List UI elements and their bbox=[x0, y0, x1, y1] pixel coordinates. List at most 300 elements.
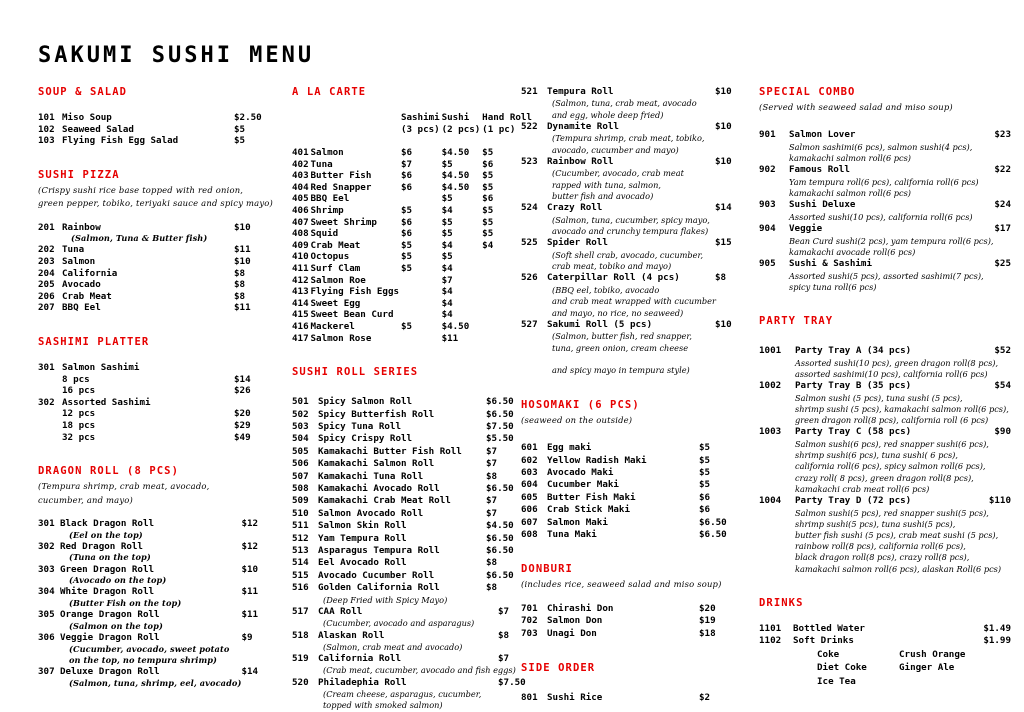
table-row bbox=[292, 251, 532, 263]
list-item bbox=[759, 345, 1011, 380]
item-name: Crab Meat bbox=[310, 239, 361, 251]
table-row bbox=[292, 217, 532, 229]
item-number: 510 bbox=[292, 507, 309, 519]
drink-option: Diet Coke bbox=[817, 662, 867, 674]
price-sushi: $7 bbox=[441, 274, 453, 286]
item-price: $8 bbox=[234, 290, 246, 302]
item-price: $8 bbox=[234, 267, 246, 279]
item-name: Philadephia Roll bbox=[318, 676, 407, 688]
item-price: $7 bbox=[486, 507, 498, 519]
item-price: $8 bbox=[486, 470, 498, 482]
item-number: 201 bbox=[38, 221, 55, 233]
item-description bbox=[521, 354, 749, 365]
price-hand-roll: $6 bbox=[482, 158, 494, 170]
item-number: 902 bbox=[759, 164, 776, 176]
item-description: (Eel on the top) bbox=[68, 529, 143, 540]
drink-option: Ice Tea bbox=[817, 675, 856, 687]
item-description: assorted sashimi(10 pcs), california roll(6 pcs) bbox=[795, 369, 988, 379]
list-item bbox=[292, 471, 532, 483]
table-row bbox=[38, 397, 278, 409]
item-number: 207 bbox=[38, 302, 55, 314]
table-row bbox=[38, 374, 278, 386]
item-name: Sweet Shrimp bbox=[310, 216, 377, 228]
table-row-desc bbox=[38, 644, 278, 655]
price-sashimi bbox=[401, 275, 442, 287]
item-price: $8 bbox=[486, 557, 498, 569]
item-description: black dragon roll(8 pcs), crazy roll(8 pcs), bbox=[795, 552, 970, 563]
item-number: 605 bbox=[521, 491, 538, 503]
item-name: Party Tray A (34 pcs) bbox=[795, 345, 912, 357]
item-description: on the top, no tempura shrimp) bbox=[68, 654, 218, 665]
item-description: (Butter Fish on the top) bbox=[68, 597, 182, 608]
item-price: $8 bbox=[486, 582, 498, 594]
table-row bbox=[292, 286, 532, 298]
item-description: avocado, cucumber and mayo) bbox=[552, 144, 679, 155]
item-price: $6.50 bbox=[486, 482, 514, 494]
list-item bbox=[521, 467, 749, 479]
item-name: BBQ Eel bbox=[310, 193, 350, 205]
price-sushi: $5 bbox=[441, 158, 453, 170]
section-sushi-pizza bbox=[38, 169, 278, 314]
item-description: crab meat, tobiko and mayo) bbox=[552, 261, 672, 272]
item-number: 526 bbox=[521, 272, 538, 284]
dragon-roll-table bbox=[38, 518, 278, 689]
item-name: Unagi Don bbox=[547, 627, 597, 639]
item-name: Spicy Butterfish Roll bbox=[318, 408, 435, 420]
item-name: Orange Dragon Roll bbox=[59, 609, 160, 621]
item-description: shrimp sushi (5 pcs), kamakachi salmon roll(6 pcs), bbox=[795, 404, 1009, 414]
section-heading-sushi-pizza: SUSHI PIZZA bbox=[38, 168, 120, 181]
item-description: kamakachi crab meat roll(6 pcs) bbox=[795, 483, 930, 494]
price-sashimi: $6 bbox=[400, 216, 413, 228]
item-description: crazy roll( 8 pcs), green dragon roll(8 pcs), bbox=[795, 472, 974, 483]
item-price: $18 bbox=[699, 627, 716, 639]
item-price: $9 bbox=[241, 631, 253, 643]
item-number: 527 bbox=[521, 318, 538, 330]
item-number: 1002 bbox=[759, 380, 782, 392]
table-row-desc bbox=[38, 552, 278, 563]
item-price: $52 bbox=[994, 345, 1011, 357]
table-row bbox=[292, 228, 532, 240]
table-row-desc bbox=[38, 575, 278, 586]
hosomaki-list bbox=[521, 442, 749, 541]
table-row-desc bbox=[38, 655, 278, 666]
item-description: tuna, green onion, cream cheese bbox=[552, 342, 689, 353]
item-number: 103 bbox=[38, 135, 55, 147]
item-price: $7.50 bbox=[498, 676, 526, 688]
item-number: 519 bbox=[292, 653, 309, 665]
item-name: Spider Roll bbox=[547, 237, 608, 249]
item-number: 701 bbox=[521, 602, 538, 614]
item-name: 12 pcs bbox=[62, 408, 96, 420]
list-item bbox=[521, 517, 749, 529]
item-price: $8 bbox=[498, 629, 510, 641]
item-description: kamakachi avocade roll(6 pcs) bbox=[789, 247, 916, 257]
item-number: 402 bbox=[292, 158, 309, 170]
item-number: 903 bbox=[759, 199, 776, 211]
list-item bbox=[292, 433, 532, 445]
price-sushi: $11 bbox=[441, 332, 459, 344]
item-description: topped with smoked salmon) bbox=[323, 700, 443, 711]
item-description: and mayo, no rice, no seaweed) bbox=[552, 307, 684, 318]
item-description: and crab meat wrapped with cucumber bbox=[552, 296, 716, 307]
item-description: Yam tempura roll(6 pcs), california roll(6 pcs) bbox=[789, 177, 979, 187]
table-row-desc bbox=[38, 678, 278, 689]
item-name: Sushi Rice bbox=[547, 692, 603, 704]
item-price: $11 bbox=[241, 609, 259, 621]
table-row bbox=[38, 518, 278, 530]
item-price: $22 bbox=[994, 164, 1011, 176]
item-price: $6.50 bbox=[486, 532, 514, 544]
item-name: Bottled Water bbox=[793, 622, 865, 634]
item-number: 525 bbox=[521, 237, 538, 249]
item-price: $5 bbox=[699, 454, 711, 466]
item-price: $6.50 bbox=[486, 396, 514, 408]
list-item bbox=[292, 570, 532, 582]
price-sushi: $4 bbox=[441, 262, 453, 274]
table-header-row bbox=[292, 112, 532, 124]
price-sushi: $4 bbox=[441, 309, 453, 321]
item-name: Green Dragon Roll bbox=[59, 563, 155, 575]
item-price: $10 bbox=[234, 255, 251, 267]
item-number: 405 bbox=[292, 193, 309, 205]
column-header-hand-roll: Hand Roll bbox=[482, 112, 532, 123]
item-price: $6.50 bbox=[699, 516, 727, 528]
item-number: 514 bbox=[292, 557, 309, 569]
drink-option bbox=[899, 675, 969, 689]
item-name: 18 pcs bbox=[62, 419, 96, 431]
item-description: kamakachi salmon roll(6 pcs) bbox=[789, 153, 911, 164]
item-price: $6 bbox=[699, 491, 711, 503]
item-number: 406 bbox=[292, 204, 309, 216]
section-special-combo bbox=[759, 86, 1011, 293]
list-item bbox=[292, 508, 532, 520]
price-sashimi: $5 bbox=[400, 262, 413, 274]
section-note-hosomaki: (seaweed on the outside) bbox=[521, 414, 633, 425]
list-item bbox=[521, 237, 749, 272]
item-number: 417 bbox=[292, 332, 309, 344]
item-number: 505 bbox=[292, 445, 309, 457]
item-price: $54 bbox=[994, 380, 1011, 392]
item-number: 524 bbox=[521, 202, 538, 214]
item-name: Kamakachi Avocado Roll bbox=[318, 482, 440, 494]
table-row bbox=[38, 291, 278, 303]
item-name: Salmon Rose bbox=[310, 332, 372, 344]
section-note-line-2: cucumber, and mayo) bbox=[38, 494, 134, 505]
item-name: Salmon Lover bbox=[789, 129, 856, 141]
price-hand-roll: $5 bbox=[482, 170, 494, 182]
item-number: 601 bbox=[521, 442, 538, 454]
item-number: 901 bbox=[759, 129, 776, 141]
item-name: Kamakachi Butter Fish Roll bbox=[318, 445, 462, 457]
soup-salad-table bbox=[38, 112, 278, 147]
item-number: 1001 bbox=[759, 345, 782, 357]
item-price: $10 bbox=[715, 318, 732, 330]
list-item bbox=[759, 164, 1011, 199]
item-price: $7 bbox=[498, 606, 510, 617]
item-number: 801 bbox=[521, 692, 538, 704]
item-description: Salmon sushi (5 pcs), tuna sushi (5 pcs), bbox=[795, 392, 963, 403]
item-name: Cucumber Maki bbox=[547, 479, 619, 491]
item-price: $23 bbox=[994, 129, 1011, 141]
item-price: $20 bbox=[699, 602, 716, 614]
item-number: 518 bbox=[292, 629, 309, 641]
table-row bbox=[292, 275, 532, 287]
section-a-la-carte bbox=[292, 86, 532, 344]
item-number: 515 bbox=[292, 569, 309, 581]
item-price: $2.50 bbox=[234, 112, 262, 123]
item-price: $5 bbox=[234, 135, 246, 147]
item-price: $17 bbox=[994, 223, 1011, 235]
table-row bbox=[759, 635, 1011, 647]
item-name: Party Tray B (35 pcs) bbox=[795, 380, 912, 392]
a-la-carte-table bbox=[292, 112, 532, 344]
item-price: $110 bbox=[988, 495, 1011, 507]
item-description: (Salmon, tuna, cucumber, spicy mayo, bbox=[552, 214, 710, 225]
table-row bbox=[292, 205, 532, 217]
section-heading-soup-salad: SOUP & SALAD bbox=[38, 86, 128, 98]
section-heading-sashimi-platter: SASHIMI PLATTER bbox=[38, 335, 150, 348]
list-item bbox=[292, 545, 532, 557]
item-number: 504 bbox=[292, 433, 309, 445]
table-row bbox=[38, 609, 278, 621]
item-name: California bbox=[62, 267, 118, 279]
drink-option-row bbox=[759, 675, 1011, 689]
price-sashimi: $6 bbox=[400, 228, 413, 240]
item-name: Alaskan Roll bbox=[318, 629, 385, 641]
item-price: $5 bbox=[234, 123, 246, 135]
item-description: (Cucumber, avocado, sweet potato bbox=[68, 643, 230, 654]
item-description: kamakachi salmon roll(6 pcs) bbox=[789, 188, 911, 199]
item-name: Mackerel bbox=[310, 320, 355, 332]
table-row bbox=[38, 302, 278, 314]
item-number: 204 bbox=[38, 267, 55, 279]
item-price: $2 bbox=[699, 692, 711, 704]
item-number: 1004 bbox=[759, 495, 782, 507]
price-sushi: $5 bbox=[441, 193, 453, 205]
item-name: 8 pcs bbox=[62, 373, 90, 385]
price-sashimi: $5 bbox=[400, 204, 413, 216]
item-number: 513 bbox=[292, 544, 309, 556]
item-price: $12 bbox=[241, 517, 259, 529]
item-name: Sweet Egg bbox=[310, 297, 361, 309]
item-number: 522 bbox=[521, 121, 538, 133]
item-price: $6.50 bbox=[699, 528, 727, 540]
item-description: (Tempura shrimp, crab meat, tobiko, bbox=[552, 133, 705, 144]
item-price: $25 bbox=[994, 258, 1011, 270]
list-item bbox=[292, 421, 532, 433]
sashimi-platter-table bbox=[38, 362, 278, 443]
item-price: $5 bbox=[699, 442, 711, 454]
item-number: 703 bbox=[521, 627, 538, 639]
item-number: 304 bbox=[38, 586, 55, 598]
item-name: Egg maki bbox=[547, 442, 592, 454]
price-sashimi: $7 bbox=[400, 158, 413, 170]
item-number: 404 bbox=[292, 181, 309, 193]
item-name: Party Tray D (72 pcs) bbox=[795, 495, 912, 507]
item-name: Flying Fish Egg Salad bbox=[62, 135, 179, 147]
item-description: Assorted sushi(5 pcs), assorted sashimi(7 pcs), bbox=[789, 270, 984, 281]
table-row bbox=[38, 256, 278, 268]
item-number: 303 bbox=[38, 563, 55, 575]
item-price: $14 bbox=[241, 665, 259, 677]
item-number: 1102 bbox=[759, 635, 782, 647]
item-price: $19 bbox=[699, 615, 716, 627]
sushi-roll-list bbox=[292, 396, 532, 595]
item-name: Sakumi Roll (5 pcs) bbox=[547, 318, 653, 330]
item-number: 401 bbox=[292, 147, 309, 158]
list-item bbox=[521, 272, 749, 318]
drink-option-row bbox=[759, 648, 1011, 662]
section-heading-donburi: DONBURI bbox=[521, 563, 573, 576]
sushi-roll-desc-list bbox=[292, 595, 532, 712]
item-description: rapped with tuna, salmon, bbox=[552, 179, 661, 190]
table-row bbox=[38, 222, 278, 234]
item-price: $24 bbox=[994, 199, 1011, 211]
sushi-pizza-table bbox=[38, 222, 278, 314]
section-dragon-roll bbox=[38, 465, 278, 689]
item-name: Crab Meat bbox=[62, 290, 112, 302]
item-description: (Salmon, tuna, shrimp, eel, avocado) bbox=[68, 677, 242, 688]
item-description: (Soft shell crab, avocado, cucumber, bbox=[552, 249, 704, 260]
item-price: $7 bbox=[486, 495, 498, 507]
item-price: $8 bbox=[715, 272, 727, 284]
list-item bbox=[521, 319, 749, 377]
list-item bbox=[292, 595, 532, 606]
section-heading-drinks: DRINKS bbox=[759, 596, 804, 609]
price-sashimi bbox=[401, 309, 442, 321]
item-number: 604 bbox=[521, 479, 538, 491]
item-name: Avocado bbox=[62, 279, 101, 291]
item-number: 414 bbox=[292, 297, 309, 309]
item-name: Veggie bbox=[789, 223, 823, 235]
price-sushi: $4.50 bbox=[441, 181, 470, 193]
column-subheader-sashimi: (3 pcs) bbox=[400, 124, 440, 135]
item-name: Assorted Sashimi bbox=[62, 396, 151, 408]
section-soup-salad bbox=[38, 86, 278, 147]
item-description: (Tuna on the top) bbox=[68, 552, 151, 563]
item-name: Eel Avocado Roll bbox=[318, 557, 407, 569]
item-number: 702 bbox=[521, 615, 538, 627]
item-number: 516 bbox=[292, 582, 309, 594]
table-row bbox=[38, 632, 278, 644]
table-row bbox=[292, 321, 532, 333]
list-item bbox=[292, 557, 532, 569]
column-subheader-hand-roll: (1 pc) bbox=[482, 124, 516, 135]
item-name: Deluxe Dragon Roll bbox=[59, 665, 160, 677]
item-price: $10 bbox=[234, 221, 251, 233]
item-price: $29 bbox=[234, 419, 251, 431]
price-hand-roll: $5 bbox=[482, 204, 494, 216]
table-row-desc bbox=[38, 530, 278, 541]
item-number: 408 bbox=[292, 228, 309, 240]
list-item bbox=[292, 582, 532, 594]
item-number: 508 bbox=[292, 482, 309, 494]
item-price: $6.50 bbox=[486, 569, 514, 581]
item-number: 202 bbox=[38, 244, 55, 256]
list-item bbox=[521, 615, 749, 627]
item-number: 517 bbox=[292, 606, 309, 617]
item-name: Tempura Roll bbox=[547, 86, 614, 97]
item-price: $6 bbox=[699, 504, 711, 516]
item-price: $26 bbox=[234, 385, 251, 397]
item-number: 904 bbox=[759, 223, 776, 235]
item-price: $10 bbox=[715, 156, 732, 168]
item-description: (Crab meat, cucumber, avocado and fish eggs) bbox=[323, 665, 516, 676]
price-sushi: $5 bbox=[441, 216, 453, 228]
item-number: 412 bbox=[292, 274, 309, 286]
item-name: Salmon Skin Roll bbox=[318, 520, 407, 532]
item-description: kamakachi salmon roll(6 pcs), alaskan Roll(6 pcs) bbox=[795, 563, 1002, 574]
item-number: 409 bbox=[292, 239, 309, 251]
item-name: Kamakachi Crab Meat Roll bbox=[318, 495, 451, 507]
item-description: (Salmon, butter fish, red snapper, bbox=[552, 331, 692, 342]
item-price: $6.50 bbox=[486, 408, 514, 420]
item-price: $11 bbox=[234, 302, 251, 314]
table-header-subrow bbox=[292, 124, 532, 136]
item-price: $10 bbox=[241, 563, 259, 575]
item-number: 301 bbox=[38, 361, 55, 373]
section-heading-dragon-roll: DRAGON ROLL (8 PCS) bbox=[38, 465, 180, 478]
price-sashimi bbox=[401, 193, 442, 205]
item-name: Avocado Maki bbox=[547, 466, 614, 478]
item-name: Red Dragon Roll bbox=[59, 540, 143, 552]
item-number: 511 bbox=[292, 520, 309, 532]
section-party-tray bbox=[759, 315, 1011, 575]
list-item bbox=[521, 492, 749, 504]
section-sashimi-platter bbox=[38, 336, 278, 443]
list-item bbox=[292, 409, 532, 421]
item-name: White Dragon Roll bbox=[59, 586, 155, 598]
item-price: $20 bbox=[234, 408, 251, 420]
item-name: Squid bbox=[310, 228, 339, 240]
price-sashimi: $6 bbox=[400, 181, 413, 193]
item-price: $7 bbox=[498, 653, 510, 665]
list-item bbox=[759, 223, 1011, 258]
item-number: 102 bbox=[38, 123, 55, 135]
item-number: 608 bbox=[521, 528, 538, 540]
price-sushi: $4.50 bbox=[441, 170, 470, 182]
spacer-row bbox=[292, 136, 532, 147]
item-description: shrimp sushi(5 pcs), tuna sushi(5 pcs), bbox=[795, 518, 956, 529]
list-item bbox=[521, 202, 749, 237]
item-name: Red Snapper bbox=[310, 181, 372, 193]
section-hosomaki bbox=[521, 399, 749, 542]
price-sashimi bbox=[401, 286, 442, 298]
price-sashimi: $6 bbox=[400, 170, 413, 182]
item-name: Sushi & Sashimi bbox=[789, 258, 872, 270]
list-item bbox=[521, 455, 749, 467]
list-item bbox=[292, 630, 532, 654]
item-number: 415 bbox=[292, 309, 309, 321]
price-hand-roll: $5 bbox=[482, 216, 494, 228]
item-price: $10 bbox=[715, 121, 732, 133]
item-number: 523 bbox=[521, 156, 538, 168]
item-description: (BBQ eel, tobiko, avocado bbox=[552, 284, 660, 295]
item-price bbox=[234, 362, 278, 374]
column-one bbox=[38, 86, 278, 689]
item-description: Salmon sushi(5 pcs), red snapper sushi(5 pcs), bbox=[795, 507, 989, 518]
table-row bbox=[38, 112, 278, 124]
table-row bbox=[292, 333, 532, 345]
item-description: and spicy mayo in tempura style) bbox=[552, 365, 690, 376]
item-name: Party Tray C (58 pcs) bbox=[795, 426, 912, 438]
list-item bbox=[292, 606, 532, 630]
section-note-line-2: green pepper, tobiko, teriyaki sauce and spicy mayo) bbox=[38, 198, 273, 209]
list-item bbox=[292, 495, 532, 507]
item-name: Veggie Dragon Roll bbox=[59, 631, 160, 643]
item-name: Spicy Tuna Roll bbox=[318, 420, 401, 432]
